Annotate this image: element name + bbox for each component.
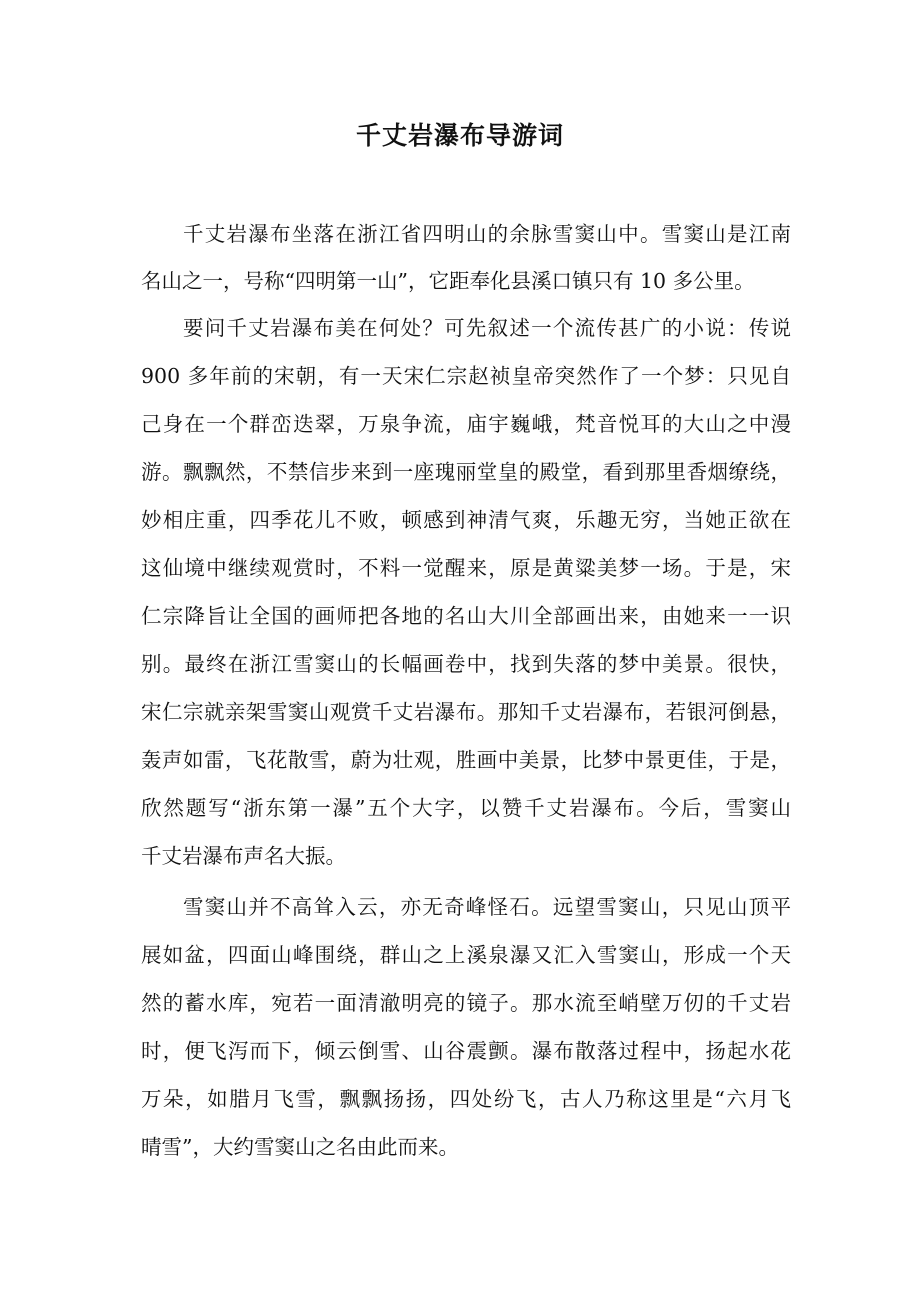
paragraph-2-line-4: 游。飘飘然，不禁信步来到一座瑰丽堂皇的殿堂，看到那里香烟缭绕， <box>141 460 791 484</box>
paragraph-2-line-12: 千丈岩瀑布声名大振。 <box>141 844 346 868</box>
paragraph-2-line-11: 欣然题写“浙东第一瀑”五个大字，以赞千丈岩瀑布。今后，雪窦山 <box>141 796 791 820</box>
paragraph-3-line-4: 时，便飞泻而下，倾云倒雪、山谷震颤。瀑布散落过程中，扬起水花 <box>141 1039 791 1063</box>
paragraph-2-line-6: 这仙境中继续观赏时，不料一觉醒来，原是黄粱美梦一场。于是，宋 <box>141 556 791 580</box>
paragraph-1-line-2: 名山之一，号称“四明第一山”，它距奉化县溪口镇只有 10 多公里。 <box>141 269 755 293</box>
paragraph-3-line-6: 晴雪”，大约雪窦山之名由此而来。 <box>141 1135 459 1159</box>
document-title: 千丈岩瀑布导游词 <box>355 121 564 150</box>
paragraph-2-line-5: 妙相庄重，四季花儿不败，顿感到神清气爽，乐趣无穷，当她正欲在 <box>141 508 791 532</box>
paragraph-2-line-7: 仁宗降旨让全国的画师把各地的名山大川全部画出来，由她来一一识 <box>141 604 791 628</box>
paragraph-3-line-1: 雪窦山并不高耸入云，亦无奇峰怪石。远望雪窦山，只见山顶平 <box>183 895 791 919</box>
paragraph-2-line-9: 宋仁宗就亲架雪窦山观赏千丈岩瀑布。那知千丈岩瀑布，若银河倒悬， <box>141 700 791 724</box>
paragraph-3-line-5: 万朵，如腊月飞雪，飘飘扬扬，四处纷飞，古人乃称这里是“六月飞 <box>141 1087 791 1111</box>
paragraph-2-line-3: 己身在一个群峦迭翠，万泉争流，庙宇巍峨，梵音悦耳的大山之中漫 <box>141 412 791 436</box>
paragraph-2-line-8: 别。最终在浙江雪窦山的长幅画卷中，找到失落的梦中美景。很快， <box>141 652 791 676</box>
paragraph-1-line-1: 千丈岩瀑布坐落在浙江省四明山的余脉雪窦山中。雪窦山是江南 <box>183 222 791 246</box>
paragraph-3-line-2: 展如盆，四面山峰围绕，群山之上溪泉瀑又汇入雪窦山，形成一个天 <box>141 943 791 967</box>
paragraph-2-line-1: 要问千丈岩瀑布美在何处？可先叙述一个流传甚广的小说：传说 <box>183 316 791 340</box>
paragraph-2-line-10: 轰声如雷，飞花散雪，蔚为壮观，胜画中美景，比梦中景更佳，于是， <box>141 748 791 772</box>
paragraph-2-line-2: 900 多年前的宋朝，有一天宋仁宗赵祯皇帝突然作了一个梦：只见自 <box>141 364 791 388</box>
paragraph-3-line-3: 然的蓄水库，宛若一面清澈明亮的镜子。那水流至峭壁万仞的千丈岩 <box>141 991 791 1015</box>
